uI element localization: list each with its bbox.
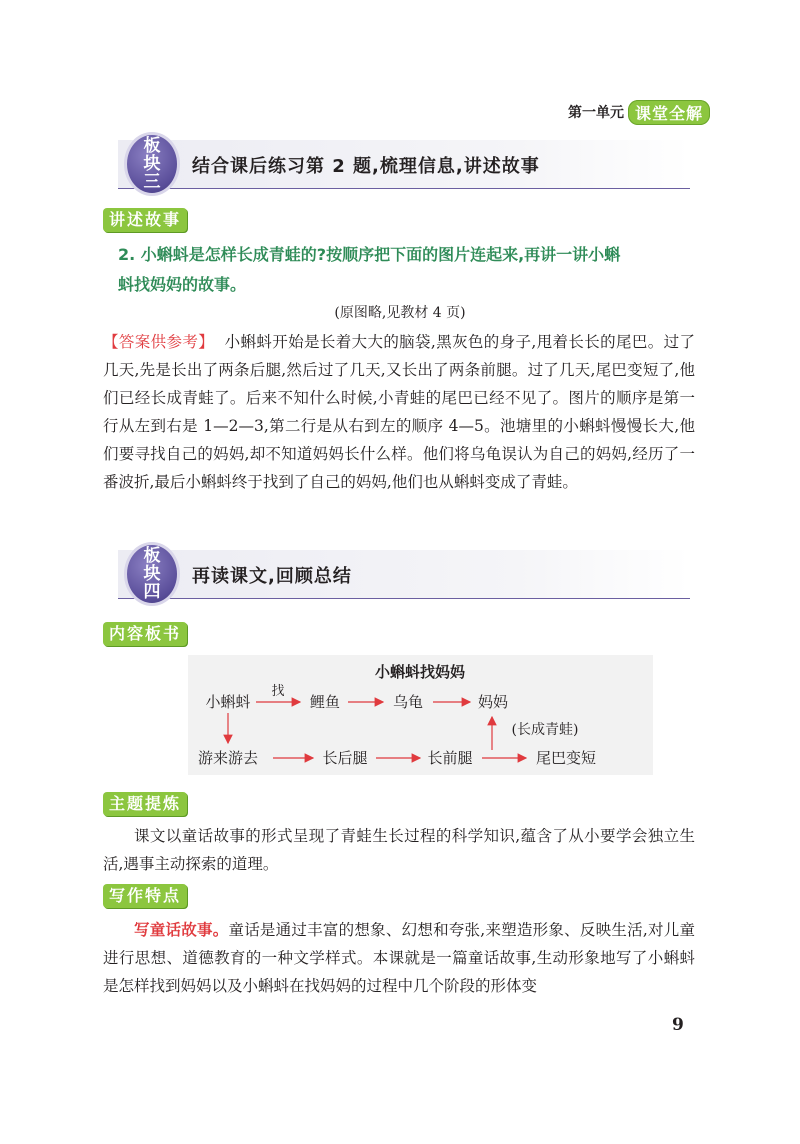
section-banner-3 <box>118 136 690 192</box>
label-find: 找 <box>271 684 285 699</box>
answer-paragraph <box>103 328 695 496</box>
section-badge-4: 板 块 四 <box>124 542 180 606</box>
theme-paragraph: 课文以童话故事的形式呈现了青蛙生长过程的科学知识,蕴含了从小要学会独立生活,遇事主动探索的道理。 <box>103 827 695 873</box>
unit-label: 第一单元 <box>567 105 624 121</box>
subheading-story: 讲述故事 <box>103 208 187 232</box>
subheading-board: 内容板书 <box>103 622 187 646</box>
node-carp: 鲤鱼 <box>309 693 341 711</box>
question-text: 2. 小蝌蚪是怎样长成青蛙的?按顺序把下面的图片连起来,再讲一讲小蝌 蚪找妈妈的故事。 <box>118 245 621 294</box>
answer-label: 【答案供参考】 <box>103 333 215 351</box>
node-tadpole: 小蝌蚪 <box>205 693 251 711</box>
section-banner-4 <box>118 546 690 602</box>
board-diagram-svg <box>188 655 653 775</box>
node-swim: 游来游去 <box>197 749 259 767</box>
figure-note: (原图略,见教材 4 页) <box>334 305 466 321</box>
section-tag: 课堂全解 <box>628 100 710 125</box>
node-hind-legs: 长后腿 <box>322 749 368 767</box>
node-turtle: 乌龟 <box>392 693 424 711</box>
subheading-theme: 主题提炼 <box>103 792 187 816</box>
diagram-title: 小蝌蚪找妈妈 <box>374 663 466 681</box>
section-badge-3: 板 块 三 <box>124 132 180 196</box>
writing-text: 童话是通过丰富的想象、幻想和夸张,来塑造形象、反映生活,对儿童进行思想、道德教育的一种文学样式。本课就是一篇童话故事,生动形象地写了小蝌蚪是怎样找到妈妈以及小蝌蚪在找妈妈的过程中几个阶段的形体变 <box>103 921 695 995</box>
label-grow-frog: (长成青蛙) <box>511 722 579 738</box>
subheading-writing: 写作特点 <box>103 884 187 908</box>
node-tail-short: 尾巴变短 <box>535 749 597 767</box>
node-mom: 妈妈 <box>477 693 509 711</box>
writing-paragraph <box>103 916 695 1000</box>
answer-text: 小蝌蚪开始是长着大大的脑袋,黑灰色的身子,甩着长长的尾巴。过了几天,先是长出了两条后腿,然后过了几天,又长出了两条前腿。过了几天,尾巴变短了,他们已经长成青蛙了。后来不知什么时候,小青蛙的尾巴已经不见了。图片的顺序是第一行从左到右是 1—2—3,第二行是从右到左的顺序 4—5。池塘里的小蝌蚪慢慢长大,他们要寻找自己的妈妈,却不知道妈妈长什么样。他们将乌龟误认为自己的妈妈,经历了一番波折,最后小蝌蚪终于找到了自己的妈妈,他们也从蝌蚪变成了青蛙。 <box>103 333 695 491</box>
page-number: 9 <box>672 1015 684 1035</box>
section-title-4: 再读课文,回顾总结 <box>192 566 352 587</box>
writing-lead: 写童话故事。 <box>134 921 229 939</box>
board-diagram <box>188 655 653 775</box>
node-front-legs: 长前腿 <box>427 749 473 767</box>
section-title-3: 结合课后练习第 2 题,梳理信息,讲述故事 <box>192 156 540 177</box>
running-header <box>560 100 710 124</box>
